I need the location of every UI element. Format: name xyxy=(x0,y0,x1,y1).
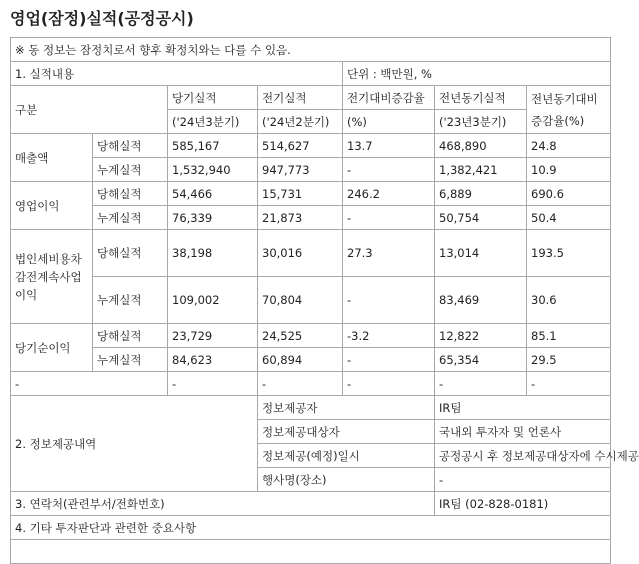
cell: 947,773 xyxy=(258,158,343,182)
cell: 76,339 xyxy=(168,206,258,230)
section2-label: 2. 정보제공내역 xyxy=(11,396,258,492)
qoq-rate-header: 전기대비증감율 xyxy=(343,86,435,110)
section1-label: 1. 실적내용 xyxy=(11,62,343,86)
yoy-header: 전년동기실적 xyxy=(435,86,527,110)
info-key: 정보제공자 xyxy=(258,396,435,420)
yoy-rate-header: 전년동기대비증감율(%) xyxy=(527,86,611,134)
cell: 6,889 xyxy=(435,182,527,206)
empty-row xyxy=(11,372,611,396)
table-row xyxy=(11,230,611,277)
cell: 468,890 xyxy=(435,134,527,158)
current-period-header: ('24년3분기) xyxy=(168,110,258,134)
cell: 1,382,421 xyxy=(435,158,527,182)
cell: 60,894 xyxy=(258,348,343,372)
cell: 70,804 xyxy=(258,277,343,324)
table-row xyxy=(11,348,611,372)
table-row xyxy=(11,158,611,182)
cell: - xyxy=(343,158,435,182)
earnings-table xyxy=(10,37,639,564)
cell: 84,623 xyxy=(168,348,258,372)
info-value: 국내외 투자자 및 언론사 xyxy=(435,420,611,444)
cell: 12,822 xyxy=(435,324,527,348)
cell: 193.5 xyxy=(527,230,611,277)
cell: 514,627 xyxy=(258,134,343,158)
section3-label: 3. 연락처(관련부서/전화번호) xyxy=(11,492,435,516)
info-value: IR팀 xyxy=(435,396,611,420)
info-value: - xyxy=(435,468,611,492)
cell: - xyxy=(343,372,435,396)
table-row xyxy=(11,324,611,348)
cell: - xyxy=(435,372,527,396)
contact-value: IR팀 (02-828-0181) xyxy=(435,492,611,516)
cutoff-row xyxy=(11,540,611,564)
sub-label-cumulative: 누계실적 xyxy=(93,158,168,182)
previous-period-header: ('24년2분기) xyxy=(258,110,343,134)
cell: -3.2 xyxy=(343,324,435,348)
sub-label-quarter: 당해실적 xyxy=(93,230,168,277)
cell: 690.6 xyxy=(527,182,611,206)
cell: 38,198 xyxy=(168,230,258,277)
row-name: 영업이익 xyxy=(11,182,93,230)
previous-header: 전기실적 xyxy=(258,86,343,110)
sub-label-cumulative: 누계실적 xyxy=(93,277,168,324)
column-header-row xyxy=(11,86,611,110)
row-name: 당기순이익 xyxy=(11,324,93,372)
cell: - xyxy=(168,372,258,396)
cell: 30.6 xyxy=(527,277,611,324)
cell: - xyxy=(258,372,343,396)
cell: 83,469 xyxy=(435,277,527,324)
table-row xyxy=(11,182,611,206)
cell: 54,466 xyxy=(168,182,258,206)
current-header: 당기실적 xyxy=(168,86,258,110)
info-row xyxy=(11,396,611,420)
info-key: 정보제공(예정)일시 xyxy=(258,444,435,468)
cell: 10.9 xyxy=(527,158,611,182)
section1-header-row xyxy=(11,62,611,86)
table-row xyxy=(11,206,611,230)
table-row xyxy=(11,134,611,158)
cell: 23,729 xyxy=(168,324,258,348)
notice-text: ※ 동 정보는 잠정치로서 향후 확정치와는 다를 수 있음. xyxy=(11,38,611,62)
row-name: 법인세비용차감전계속사업이익 xyxy=(11,230,93,324)
cell: - xyxy=(343,206,435,230)
sub-label-quarter: 당해실적 xyxy=(93,134,168,158)
table-row xyxy=(11,277,611,324)
cell: 29.5 xyxy=(527,348,611,372)
cell: - xyxy=(343,277,435,324)
cell: 1,532,940 xyxy=(168,158,258,182)
cell: 50.4 xyxy=(527,206,611,230)
page-title: 영업(잠정)실적(공정공시) xyxy=(10,9,194,28)
sub-label-quarter: 당해실적 xyxy=(93,182,168,206)
cell: - xyxy=(527,372,611,396)
yoy-period-header: ('23년3분기) xyxy=(435,110,527,134)
sub-label-quarter: 당해실적 xyxy=(93,324,168,348)
qoq-unit-header: (%) xyxy=(343,110,435,134)
cell: 65,354 xyxy=(435,348,527,372)
sub-label-cumulative: 누계실적 xyxy=(93,348,168,372)
gubun-header: 구분 xyxy=(11,86,168,134)
cell: 50,754 xyxy=(435,206,527,230)
cutoff-cell xyxy=(11,540,611,564)
section4-label: 4. 기타 투자판단과 관련한 중요사항 xyxy=(11,516,611,540)
contact-row xyxy=(11,492,611,516)
notice-row xyxy=(11,38,611,62)
info-key: 정보제공대상자 xyxy=(258,420,435,444)
cell: 85.1 xyxy=(527,324,611,348)
cell: 13.7 xyxy=(343,134,435,158)
cell: 585,167 xyxy=(168,134,258,158)
cell: 27.3 xyxy=(343,230,435,277)
info-value: 공정공시 후 정보제공대상자에 수시제공 xyxy=(435,444,611,468)
other-row xyxy=(11,516,611,540)
cell: 109,002 xyxy=(168,277,258,324)
cell: 15,731 xyxy=(258,182,343,206)
sub-label-cumulative: 누계실적 xyxy=(93,206,168,230)
cell: 13,014 xyxy=(435,230,527,277)
unit-label: 단위 : 백만원, % xyxy=(343,62,611,86)
info-key: 행사명(장소) xyxy=(258,468,435,492)
cell: 24.8 xyxy=(527,134,611,158)
row-name: 매출액 xyxy=(11,134,93,182)
cell: 30,016 xyxy=(258,230,343,277)
cell: - xyxy=(343,348,435,372)
cell: - xyxy=(11,372,168,396)
cell: 24,525 xyxy=(258,324,343,348)
cell: 21,873 xyxy=(258,206,343,230)
cell: 246.2 xyxy=(343,182,435,206)
